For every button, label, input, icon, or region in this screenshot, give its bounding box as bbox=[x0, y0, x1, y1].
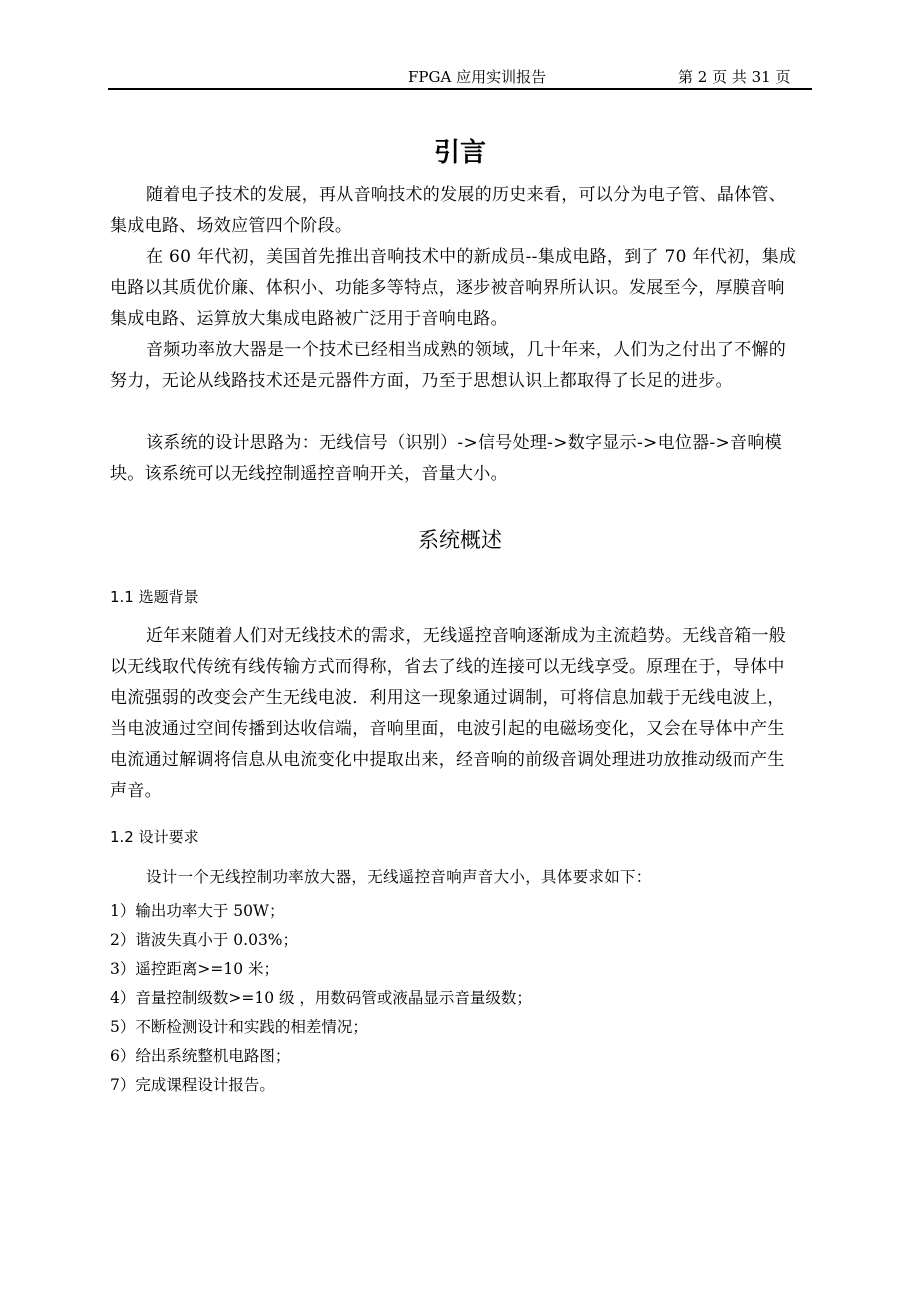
page-header bbox=[108, 64, 812, 90]
intro-paragraph-2: 在 60 年代初，美国首先推出音响技术中的新成员--集成电路，到了 70 年代初，集成电路以其质优价廉、体积小、功能多等特点，逐步被音响界所认识。发展至今，厚膜音响集成电路、运算放大集成电路被广泛用于音响电路。 bbox=[110, 247, 797, 329]
requirements-list bbox=[110, 897, 800, 1100]
list-item: 5）不断检测设计和实践的相差情况； bbox=[110, 1018, 368, 1036]
list-item: 1）输出功率大于 50W； bbox=[110, 902, 285, 920]
list-item: 4）音量控制级数>=10 级 ，用数码管或液晶显示音量级数； bbox=[110, 989, 532, 1007]
section-heading-requirements: 1.2 设计要求 bbox=[110, 828, 199, 846]
list-item: 6）给出系统整机电路图； bbox=[110, 1047, 291, 1065]
requirements-intro: 设计一个无线控制功率放大器，无线遥控音响声音大小，具体要求如下： bbox=[146, 868, 652, 886]
intro-paragraph-1: 随着电子技术的发展，再从音响技术的发展的历史来看，可以分为电子管、晶体管、集成电路、场效应管四个阶段。 bbox=[110, 185, 787, 236]
intro-title: 引言 bbox=[433, 138, 486, 168]
background-paragraph: 近年来随着人们对无线技术的需求，无线遥控音响逐渐成为主流趋势。无线音箱一般以无线取代传统有线传输方式而得称，省去了线的连接可以无线享受。原理在于，导体中电流强弱的改变会产生无线电波．利用这一现象通过调制，可将信息加载于无线电波上，当电波通过空间传播到达收信端，音响里面，电波引起的电磁场变化，又会在导体中产生电流通过解调将信息从电流变化中提取出来，经音响的前级音调处理进功放推动级而产生声音。 bbox=[110, 626, 787, 801]
intro-paragraph-3: 音频功率放大器是一个技术已经相当成熟的领域，几十年来，人们为之付出了不懈的努力，无论从线路技术还是元器件方面，乃至于思想认识上都取得了长足的进步。 bbox=[110, 340, 787, 391]
overview-title: 系统概述 bbox=[418, 528, 502, 552]
section-heading-background: 1.1 选题背景 bbox=[110, 588, 199, 606]
list-item: 7）完成课程设计报告。 bbox=[110, 1076, 275, 1094]
intro-paragraph-4: 该系统的设计思路为：无线信号（识别）->信号处理->数字显示->电位器->音响模块。该系统可以无线控制遥控音响开关，音量大小。 bbox=[110, 433, 782, 484]
page-number: 第 2 页 共 31 页 bbox=[678, 68, 791, 86]
document-name: FPGA 应用实训报告 bbox=[408, 68, 547, 86]
list-item: 3）遥控距离>=10 米； bbox=[110, 960, 279, 978]
list-item: 2）谐波失真小于 0.03%； bbox=[110, 931, 299, 949]
